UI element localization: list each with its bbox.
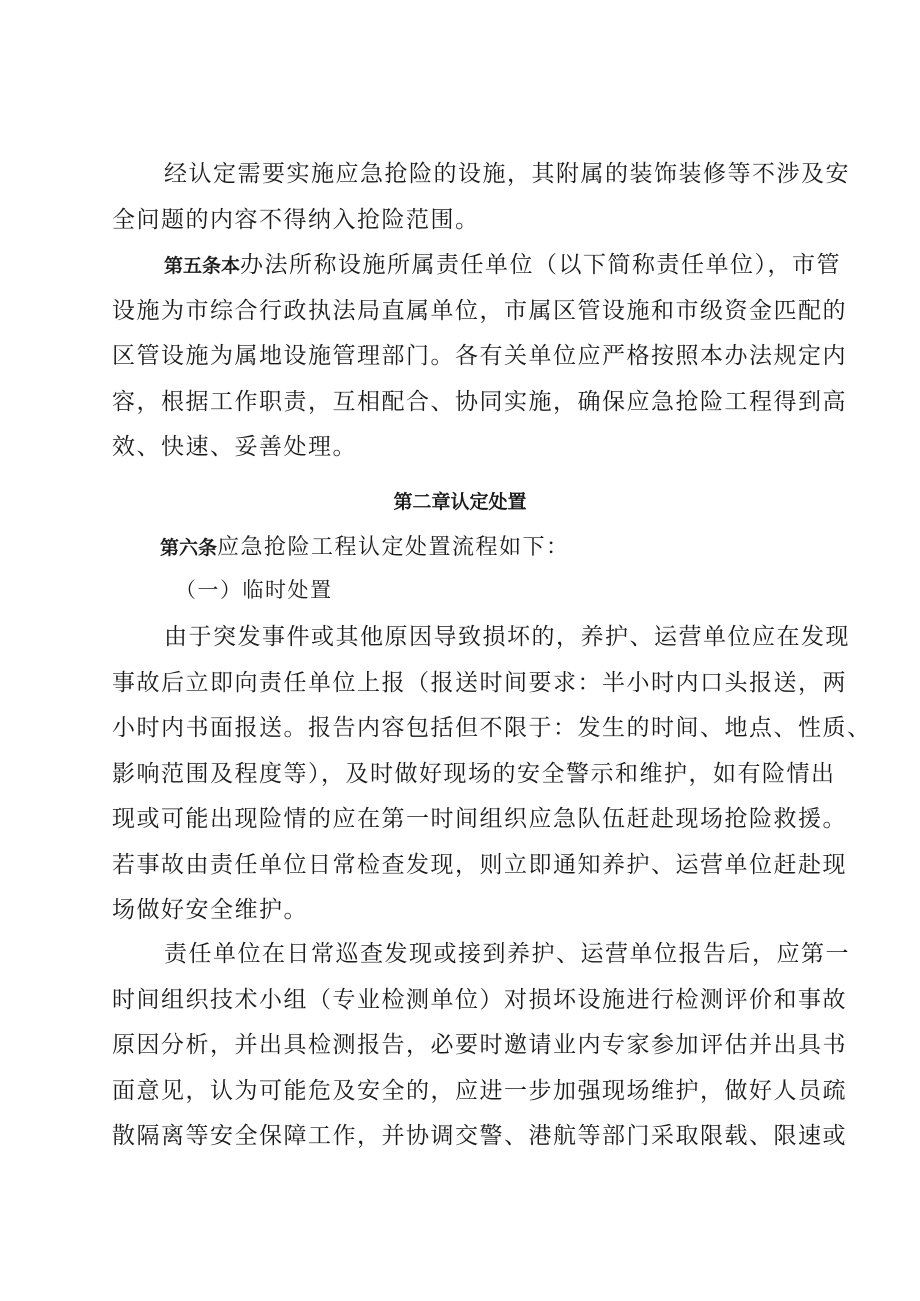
text-line xyxy=(112,243,842,289)
text-line: 散隔离等安全保障工作，并协调交警、港航等部门采取限载、限速或 xyxy=(112,1123,847,1149)
text-line: 经认定需要实施应急抢险的设施，其附属的装饰装修等不涉及安 xyxy=(164,161,850,187)
paragraph-responsible-unit xyxy=(112,932,850,1160)
article-6 xyxy=(160,530,570,561)
text-line: 效、快速、妥善处理。 xyxy=(112,434,357,460)
text-line: 现或可能出现险情的应在第一时间组织应急队伍赶赴现场抢险救援。 xyxy=(112,806,847,832)
article-text: 办法所称设施所属责任单位（以下简称责任单位），市管 xyxy=(240,252,842,278)
text-line: 场做好安全维护。 xyxy=(112,897,308,923)
section-heading: （一）临时处置 xyxy=(175,578,333,602)
text-line: 面意见，认为可能危及安全的，应进一步加强现场维护，做好人员疏 xyxy=(112,1077,847,1104)
text-line: 若事故由责任单位日常检查发现，则立即通知养护、运营单位赶赴现 xyxy=(112,851,847,878)
text-line: 由于突发事件或其他原因导致损坏的，养护、运营单位应在发现 xyxy=(164,624,850,650)
text-line: 设施为市综合行政执法局直属单位，市属区管设施和市级资金匹配的 xyxy=(112,297,847,324)
article-label: 第六条 xyxy=(160,537,218,559)
text-line: 时间组织技术小组（专业检测单位）对损坏设施进行检测评价和事故 xyxy=(112,986,847,1013)
text-line: 容，根据工作职责，互相配合、协同实施，确保应急抢险工程得到高 xyxy=(112,388,847,415)
text-line: 事故后立即向责任单位上报（报送时间要求：半小时内口头报送，两 xyxy=(112,669,847,696)
text-line: 影响范围及程度等），及时做好现场的安全警示和维护，如有险情出 xyxy=(112,760,836,787)
paragraph-scope xyxy=(112,152,850,243)
text-line: 全问题的内容不得纳入抢险范围。 xyxy=(112,206,480,233)
text-line: 区管设施为属地设施管理部门。各有关单位应严格按照本办法规定内 xyxy=(112,343,847,369)
article-5 xyxy=(112,243,847,471)
text-line: 责任单位在日常巡查发现或接到养护、运营单位报告后，应第一 xyxy=(164,941,850,967)
text-line: 小时内书面报送。报告内容包括但不限于：发生的时间、地点、性质、 xyxy=(112,715,872,741)
article-label: 第五条本 xyxy=(164,255,241,277)
text-line: 原因分析，并出具检测报告，必要时邀请业内专家参加评估并出具书 xyxy=(112,1032,847,1058)
article-text: 应急抢险工程认定处置流程如下： xyxy=(217,535,570,560)
paragraph-temporary-handling xyxy=(112,615,872,934)
chapter-title: 第二章认定处置 xyxy=(393,491,527,513)
